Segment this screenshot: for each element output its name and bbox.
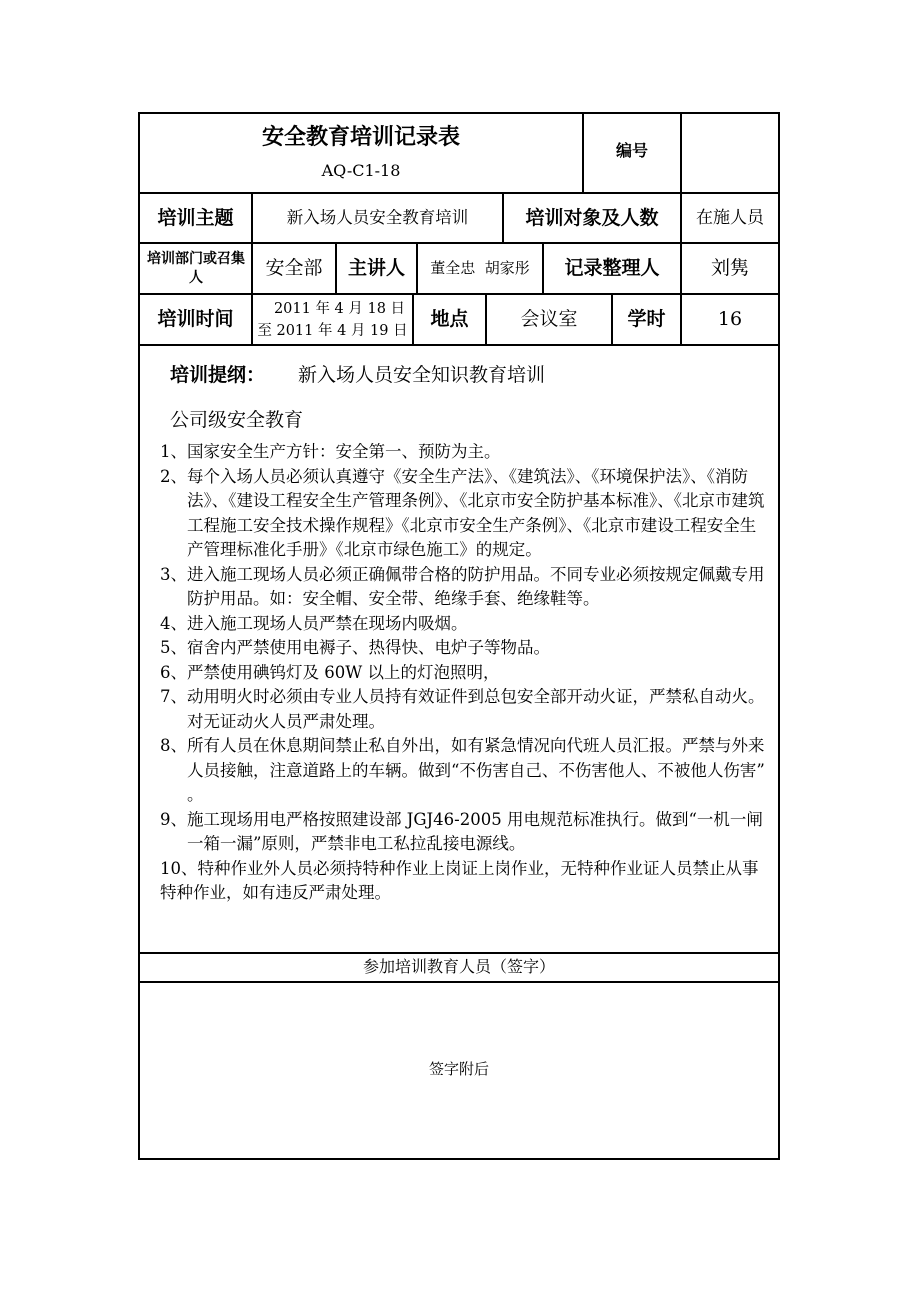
audience-label: 培训对象及人数 — [525, 206, 659, 229]
item-text: 动用明火时必须由专业人员持有效证件到总包安全部开动火证，严禁私自动火。对无证动火人员严肃处理。 — [187, 687, 765, 731]
list-item — [160, 563, 772, 612]
item-number: 4、 — [160, 613, 187, 633]
item-number: 10、 — [160, 858, 198, 878]
place-label: 地点 — [430, 308, 469, 331]
outline-heading — [160, 360, 772, 387]
recorder-value: 刘隽 — [710, 257, 749, 280]
list-item — [160, 440, 772, 465]
recorder-label: 记录整理人 — [564, 257, 660, 280]
outline-section: 公司级安全教育 — [170, 409, 304, 431]
row-divider — [138, 344, 780, 346]
list-item — [160, 661, 772, 686]
hours-value: 16 — [717, 308, 743, 331]
item-text: 进入施工现场人员必须正确佩带合格的防护用品。不同专业必须按规定佩戴专用防护用品。如：安全帽、安全带、绝缘手套、绝缘鞋等。 — [187, 564, 765, 608]
training-outline — [160, 360, 772, 906]
sign-note: 签字附后 — [428, 1060, 489, 1079]
place-value: 会议室 — [520, 308, 578, 331]
form-code: AQ-C1-18 — [321, 160, 401, 180]
time-end: 至 2011 年 4 月 19 日 — [257, 322, 408, 339]
outline-items — [160, 440, 772, 906]
item-number: 6、 — [160, 662, 187, 682]
list-item — [160, 808, 772, 857]
topic-label: 培训主题 — [157, 206, 234, 229]
topic-value: 新入场人员安全教育培训 — [286, 208, 469, 228]
list-item — [160, 612, 772, 637]
row-divider — [138, 981, 780, 983]
dept-value: 安全部 — [265, 257, 323, 280]
dept-label: 培训部门或召集人 — [147, 251, 245, 286]
item-text: 进入施工现场人员严禁在现场内吸烟。 — [187, 613, 468, 633]
sign-header: 参加培训教育人员（签字） — [362, 957, 555, 977]
item-text: 所有人员在休息期间禁止私自外出，如有紧急情况向代班人员汇报。严禁与外来人员接触，注意道路上的车辆。做到“不伤害自己、不伤害他人、不被他人伤害” 。 — [187, 736, 765, 804]
list-item — [160, 636, 772, 661]
item-text: 特种作业外人员必须持特种作业上岗证上岗作业，无特种作业证人员禁止从事特种作业，如有违反严肃处理。 — [160, 858, 759, 902]
item-number: 8、 — [160, 736, 187, 755]
item-text: 国家安全生产方针：安全第一、预防为主。 — [187, 442, 501, 461]
form-title: 安全教育培训记录表 — [261, 125, 460, 151]
item-number: 3、 — [160, 564, 187, 584]
item-number: 5、 — [160, 638, 187, 657]
time-start: 2011 年 4 月 18 日 — [273, 300, 406, 317]
outline-title: 新入场人员安全知识教育培训 — [298, 364, 546, 386]
item-text: 每个入场人员必须认真遵守《安全生产法》、《建筑法》、《环境保护法》、《消防法》、《建设工程安全生产管理条例》、《北京市安全防护基本标准》、《北京市建筑工程施工安全技术操作规程》《北京市安全生产条例》、《北京市建设工程安全生产管理标准化手册》《北京市绿色施工》的规定。 — [187, 466, 765, 559]
lecturer-label: 主讲人 — [347, 257, 405, 280]
item-text: 宿舍内严禁使用电褥子、热得快、电炉子等物品。 — [187, 638, 550, 657]
number-label: 编号 — [615, 140, 648, 160]
form-title-cell — [140, 114, 582, 192]
item-text: 施工现场用电严格按照建设部 JGJ46-2005 用电规范标准执行。做到“一机一闸一箱一漏”原则，严禁非电工私拉乱接电源线。 — [187, 809, 763, 853]
outline-label: 培训提纲： — [170, 364, 266, 386]
list-item — [160, 685, 772, 734]
audience-value: 在施人员 — [696, 207, 764, 228]
item-text: 严禁使用碘钨灯及 60W 以上的灯泡照明， — [187, 662, 500, 682]
number-value — [682, 114, 778, 192]
time-label: 培训时间 — [157, 308, 234, 331]
item-number: 2、 — [160, 466, 187, 486]
hours-label: 学时 — [627, 308, 666, 331]
list-item — [160, 465, 772, 563]
lecturer-value: 董全忠 胡家彤 — [430, 258, 530, 277]
item-number: 1、 — [160, 442, 187, 461]
training-record-form — [138, 112, 780, 1160]
list-item — [160, 734, 772, 808]
list-item — [160, 857, 772, 906]
item-number: 9、 — [160, 809, 187, 829]
time-value — [253, 295, 412, 344]
item-number: 7、 — [160, 687, 187, 706]
